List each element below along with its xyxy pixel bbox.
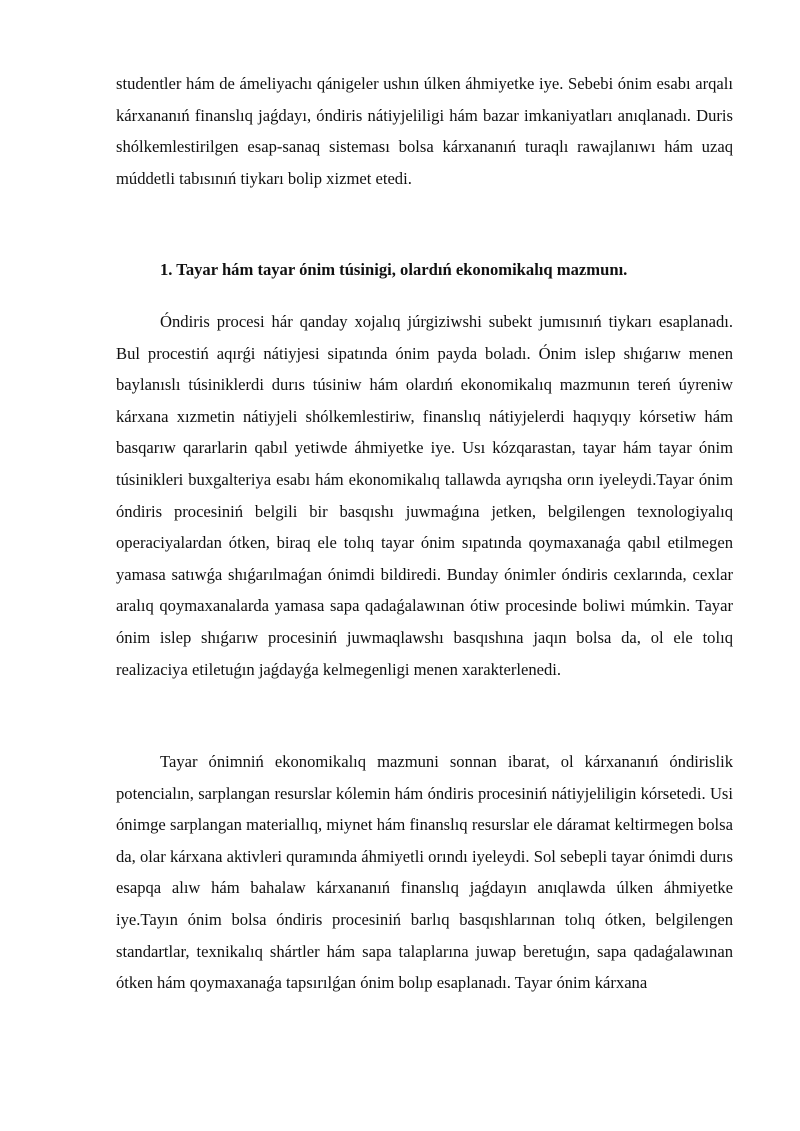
paragraph-intro-continuation: studentler hám de ámeliyachı qánigeler ushın úlken áhmiyetke iye. Sebebi ónim esabı arqalı kárxananıń finanslıq jaǵdayı, óndiris nátiyjeliligi hám bazar imkaniyatları anıqlanadı. Duris shólkemlestirilgen esap-sanaq sisteması bolsa kárxananıń turaqlı rawajlanıwı hám uzaq múddetli tabısınıń tiykarı bolip xizmet etedi. [116,74,733,188]
paragraph-production-process: Óndiris procesi hár qanday xojalıq júrgiziwshi subekt jumısınıń tiykarı esaplanadı. Bul procestiń aqırǵi nátiyjesi sipatında ónim payda boladı. Ónim islep shıǵarıw menen baylanıslı túsiniklerdi durıs túsiniw hám olardıń ekonomikalıq mazmunın tereń úyreniw kárxana xızmetin nátiyjeli shólkemlestiriw, finanslıq nátiyjelerdi haqıyqıy kórsetiw hám basqarıw qararlarin qabıl yetiwde áhmiyetke iye. Usı kózqarastan, tayar hám tayar ónim túsinikleri buxgalteriya esabı hám ekonomikalıq tallawda ayrıqsha orın iyeleydi.Tayar ónim óndiris procesiniń belgili bir basqıshı juwmaǵına jetken, belgilengen texnologiyalıq operaciyalardan ótken, biraq ele tolıq tayar ónim sıpatında qoymaxanaǵa qabıl etilmegen yamasa satıwǵa shıǵarılmaǵan ónimdi bildiredi. Bunday ónimler óndiris cexlarında, cexlar aralıq qoymaxanalarda yamasa sapa qadaǵalawınan ótiw procesinde boliwi múmkin. Tayar ónim islep shıǵarıw procesiniń juwmaqlawshı basqıshına jaqın bolsa da, ol ele tolıq realizaciya etiletuǵın jaǵdayǵa kelmegenligi menen xarakterlenedi. [116,312,733,679]
section-heading: 1. Tayar hám tayar ónim túsinigi, olardıń ekonomikalıq mazmunı. [160,260,628,279]
paragraph-economic-content: Tayar ónimniń ekonomikalıq mazmuni sonnan ibarat, ol kárxananıń óndirislik potencialın, sarplangan resurslar kólemin hám óndiris procesiniń nátiyjeliligin kórsetedi. Usi ónimge sarplangan materiallıq, miynet hám finanslıq resurslar ele dáramat keltirmegen bolsa da, olar kárxana aktivleri quramında áhmiyetli orındı iyeleydi. Sol sebepli tayar ónimdi durıs esapqa alıw hám bahalaw kárxananıń finanslıq jaǵdayın anıqlawda úlken áhmiyetke iye.Tayın ónim bolsa óndiris procesiniń barlıq basqıshlarınan tolıq ótken, belgilengen standartlar, texnikalıq shártler hám sapa talaplarına juwap beretuǵın, sapa qadaǵalawınan ótken hám qoymaxanaǵa tapsırılǵan ónim bolıp esaplanadı. Tayar ónim kárxana [116,752,733,993]
